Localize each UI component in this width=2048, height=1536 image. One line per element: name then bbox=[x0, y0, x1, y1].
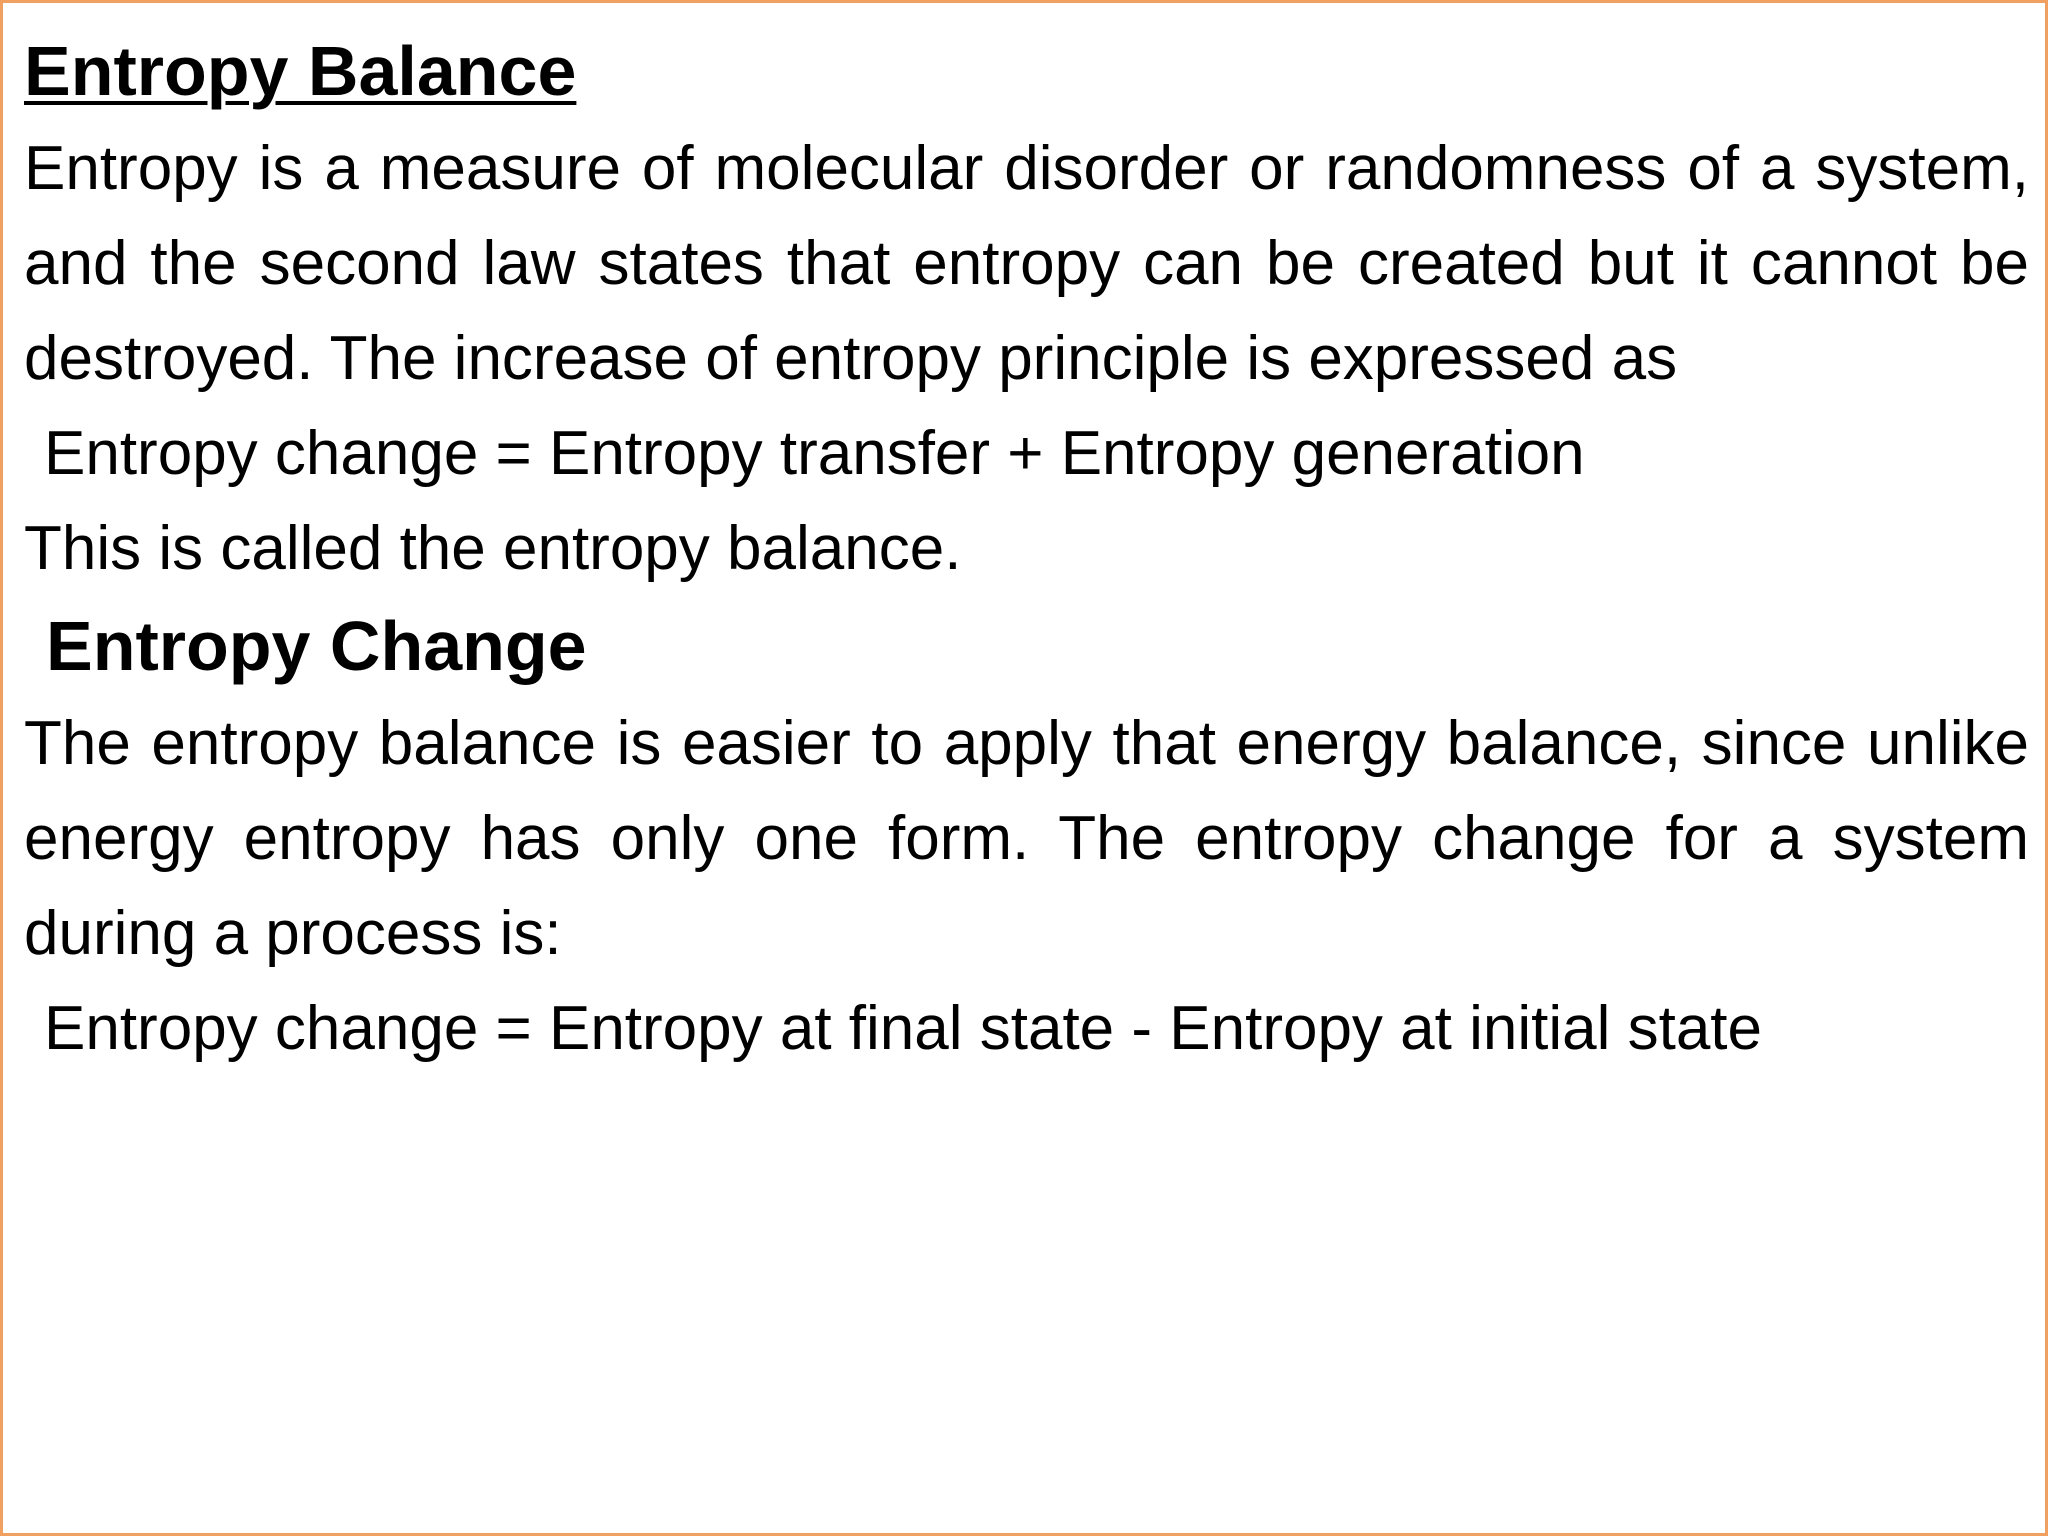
slide-content bbox=[24, 21, 2029, 1076]
entropy-balance-paragraph: Entropy is a measure of molecular disorder or randomness of a system, and the second law states that entropy can be created but it cannot be destroyed. The increase of entropy principle is expressed as bbox=[24, 134, 2029, 393]
entropy-change-equation: Entropy change = Entropy at final state - Entropy at initial state bbox=[44, 994, 1763, 1063]
entropy-balance-heading: Entropy Balance bbox=[24, 32, 577, 110]
entropy-change-paragraph: The entropy balance is easier to apply that energy balance, since unlike energy entropy has only one form. The entropy change for a system during a process is: bbox=[24, 709, 2029, 968]
entropy-balance-equation: Entropy change = Entropy transfer + Entropy generation bbox=[44, 419, 1585, 488]
entropy-balance-note: This is called the entropy balance. bbox=[24, 514, 962, 583]
entropy-change-heading: Entropy Change bbox=[46, 607, 587, 685]
